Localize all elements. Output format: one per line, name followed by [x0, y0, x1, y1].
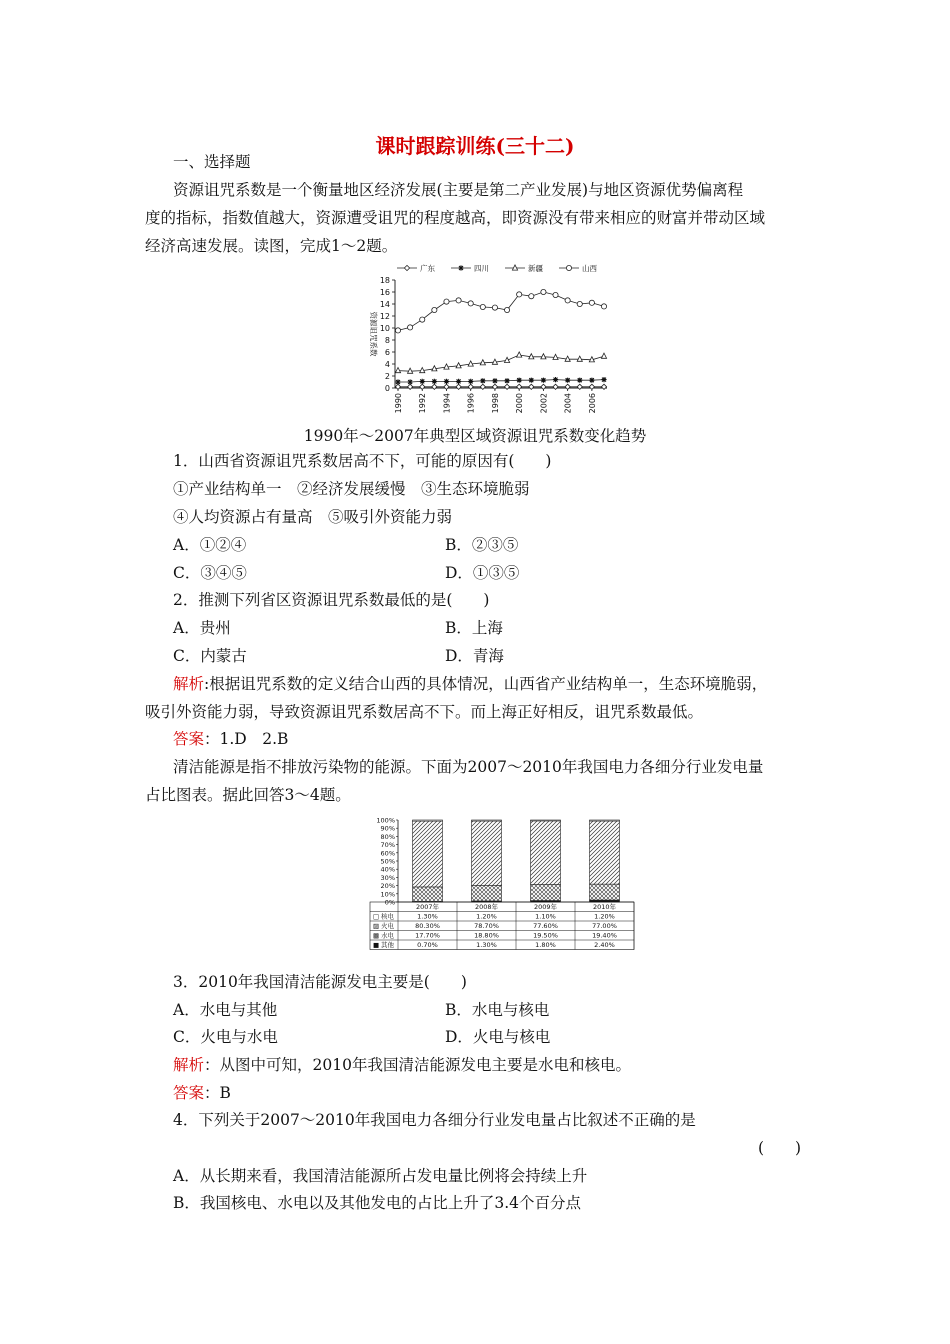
y-tick-label: 20% — [380, 882, 395, 891]
q3-option-d: D．火电与核电 — [445, 1028, 551, 1046]
data-point — [420, 384, 425, 389]
bar-segment-水电 — [531, 885, 561, 901]
y-tick-label: 50% — [380, 857, 395, 866]
data-point — [553, 292, 558, 297]
bar-segment-火电 — [472, 821, 502, 886]
data-point — [456, 379, 461, 384]
data-label: 1.20% — [594, 912, 615, 921]
data-label: 19.50% — [533, 931, 558, 940]
data-point — [601, 353, 606, 358]
y-tick-label: 30% — [380, 873, 395, 882]
analysis-1-text: :根据诅咒系数的定义结合山西的具体情况，山西省产业结构单一，生态环境脆弱， — [204, 675, 768, 693]
analysis-1-line-2: 吸引外资能力弱，导致资源诅咒系数居高不下。而上海正好相反，诅咒系数最低。 — [145, 703, 704, 721]
data-point — [432, 384, 437, 389]
page-title: 课时跟踪训练(三十二) — [375, 134, 575, 158]
category-label: 2007年 — [415, 903, 440, 911]
series-circle — [395, 289, 606, 333]
y-axis-label: 资源诅咒系数 — [369, 311, 378, 357]
data-point — [517, 378, 522, 383]
analysis-3-text: ：从图中可知，2010年我国清洁能源发电主要是水电和核电。 — [204, 1056, 631, 1074]
data-point — [420, 379, 425, 384]
analysis-label: 解析 — [173, 1056, 205, 1074]
data-point — [553, 354, 558, 359]
data-label: 1.10% — [535, 912, 556, 921]
legend-symbol: ▨ — [373, 922, 380, 930]
legend-marker-star — [458, 265, 463, 270]
data-label: 78.70% — [474, 922, 499, 930]
data-point — [468, 379, 473, 384]
data-label: 1.30% — [476, 941, 497, 949]
section-heading: 一、选择题 — [173, 153, 251, 171]
bar-group-2010年 — [590, 820, 620, 902]
series-triangle — [395, 352, 606, 373]
x-tick-label: 1994 — [442, 393, 452, 414]
data-point — [589, 378, 594, 383]
q2-option-a: A．贵州 — [173, 619, 231, 637]
data-point — [432, 379, 437, 384]
series-label: 水电 — [381, 931, 394, 940]
data-point — [408, 379, 413, 384]
intro-line-3: 经济高速发展。读图，完成1～2题。 — [145, 237, 398, 255]
data-point — [444, 379, 449, 384]
data-point — [504, 384, 509, 389]
data-point — [395, 379, 400, 384]
bar-segment-核电 — [590, 820, 620, 821]
analysis-3 — [173, 1055, 631, 1075]
data-label: 77.00% — [592, 922, 617, 930]
x-tick-label: 1990 — [394, 393, 403, 414]
data-label: 77.60% — [533, 922, 558, 930]
legend-label: 新疆 — [528, 264, 543, 273]
data-point — [577, 356, 582, 361]
data-point — [589, 384, 594, 389]
series-label: 火电 — [381, 922, 394, 930]
category-label: 2008年 — [474, 903, 499, 911]
legend-label: 四川 — [474, 264, 489, 273]
data-table — [370, 902, 634, 950]
data-point — [468, 384, 473, 389]
bar-segment-核电 — [472, 820, 502, 821]
data-label: 18.80% — [474, 931, 499, 940]
data-point — [517, 384, 522, 389]
y-tick-label: 12 — [379, 312, 390, 321]
y-tick-label: 10 — [379, 324, 390, 333]
data-point — [529, 378, 534, 383]
legend-marker-diamond — [404, 265, 409, 270]
y-tick-label: 14 — [379, 300, 390, 309]
q4-stem: 4．下列关于2007～2010年我国电力各细分行业发电量占比叙述不正确的是 — [173, 1111, 696, 1129]
series-line — [398, 292, 604, 330]
y-tick-label: 70% — [380, 841, 395, 850]
series-diamond — [395, 384, 606, 389]
y-tick-label: 0 — [384, 384, 390, 393]
answer-label: 答案 — [173, 730, 205, 748]
y-tick-label: 60% — [380, 849, 395, 858]
data-point — [565, 384, 570, 389]
line-chart-resource-curse — [355, 262, 625, 414]
analysis-label: 解析 — [173, 675, 205, 693]
y-tick-label: 2 — [384, 372, 390, 381]
data-label: 0.70% — [417, 941, 438, 949]
data-point — [517, 292, 522, 297]
q2-stem: 2．推测下列省区资源诅咒系数最低的是( ) — [173, 591, 490, 609]
y-tick-label: 6 — [384, 348, 390, 357]
q3-option-b: B．水电与核电 — [445, 1001, 550, 1019]
bar-segment-火电 — [590, 821, 620, 884]
data-label: 19.40% — [592, 931, 617, 940]
data-label: 1.30% — [417, 912, 438, 921]
data-point — [504, 378, 509, 383]
q1-stem: 1．山西省资源诅咒系数居高不下，可能的原因有( ) — [173, 452, 552, 470]
answer-1 — [173, 729, 288, 749]
answer-3 — [173, 1083, 231, 1103]
y-tick-label: 8 — [384, 336, 390, 345]
data-point — [541, 378, 546, 383]
y-tick-label: 4 — [384, 360, 390, 369]
q1-option-c: C．③④⑤ — [173, 564, 247, 582]
intro-line-1: 资源诅咒系数是一个衡量地区经济发展(主要是第二产业发展)与地区资源优势偏离程 — [173, 181, 744, 199]
data-point — [408, 384, 413, 389]
data-point — [468, 301, 473, 306]
q4-option-a: A．从长期来看，我国清洁能源所占发电量比例将会持续上升 — [173, 1167, 588, 1185]
data-point — [565, 298, 570, 303]
data-point — [541, 384, 546, 389]
chart1-caption: 1990年～2007年典型区域资源诅咒系数变化趋势 — [303, 427, 647, 445]
chart1-legend — [397, 263, 597, 273]
data-label: 80.30% — [415, 922, 440, 930]
series-label: 核电 — [381, 912, 394, 921]
data-point — [553, 384, 558, 389]
x-tick-label: 2006 — [587, 393, 597, 414]
y-tick-label: 16 — [379, 288, 390, 297]
x-tick-label: 1998 — [490, 393, 500, 414]
q4-paren: ( ) — [758, 1139, 802, 1157]
data-point — [480, 360, 485, 365]
bar-segment-核电 — [531, 820, 561, 821]
bar-group-2009年 — [531, 820, 561, 902]
legend-label: 广东 — [420, 264, 435, 273]
y-tick-label: 80% — [380, 832, 395, 841]
data-point — [420, 317, 425, 322]
intro2-line-1: 清洁能源是指不排放污染物的能源。下面为2007～2010年我国电力各细分行业发电量 — [173, 758, 764, 776]
legend-symbol: ▩ — [373, 931, 380, 940]
category-label: 2010年 — [592, 903, 617, 911]
intro-line-2: 度的指标，指数值越大，资源遭受诅咒的程度越高，即资源没有带来相应的财富并带动区域 — [145, 209, 766, 227]
data-point — [480, 304, 485, 309]
data-label: 17.70% — [415, 931, 440, 940]
q1-option-a: A．①②④ — [173, 536, 247, 554]
x-tick-label: 2000 — [515, 393, 525, 414]
data-point — [577, 378, 582, 383]
series-label: 其他 — [381, 941, 394, 949]
answer-3-text: ：B — [204, 1084, 231, 1102]
data-label: 2.40% — [594, 941, 615, 949]
data-point — [480, 378, 485, 383]
data-point — [480, 384, 485, 389]
y-tick-label: 0% — [384, 898, 395, 907]
legend-label: 山西 — [582, 264, 597, 273]
legend-symbol: ■ — [373, 941, 380, 949]
data-point — [553, 377, 558, 382]
bar-segment-水电 — [472, 886, 502, 901]
data-point — [432, 307, 437, 312]
data-point — [492, 305, 497, 310]
y-tick-label: 90% — [380, 824, 395, 833]
data-label: 1.80% — [535, 941, 556, 949]
y-tick-label: 10% — [380, 890, 395, 899]
q3-option-a: A．水电与其他 — [173, 1001, 278, 1019]
x-tick-label: 2004 — [563, 393, 573, 414]
stacked-bar-chart-power — [368, 814, 638, 958]
data-point — [601, 377, 606, 382]
data-point — [601, 304, 606, 309]
series-star — [395, 377, 606, 385]
data-point — [395, 368, 400, 373]
data-point — [456, 384, 461, 389]
bar-segment-火电 — [531, 821, 561, 885]
q1-option-d: D．①③⑤ — [445, 564, 520, 582]
data-point — [541, 354, 546, 359]
data-point — [408, 325, 413, 330]
legend-marker-circle — [566, 265, 571, 270]
data-point — [492, 384, 497, 389]
analysis-1-line-1 — [173, 674, 767, 694]
series-line — [398, 355, 604, 371]
data-point — [577, 384, 582, 389]
data-point — [456, 298, 461, 303]
q2-option-b: B．上海 — [445, 619, 503, 637]
q1-statements-2: ④人均资源占有量高 ⑤吸引外资能力弱 — [173, 508, 453, 526]
data-point — [601, 384, 606, 389]
legend-marker-triangle — [512, 265, 517, 270]
data-point — [395, 328, 400, 333]
data-point — [541, 289, 546, 294]
data-point — [529, 294, 534, 299]
data-point — [529, 384, 534, 389]
q1-option-b: B．②③⑤ — [445, 536, 519, 554]
data-point — [565, 378, 570, 383]
x-tick-label: 1992 — [418, 393, 428, 414]
bar-group-2007年 — [413, 820, 443, 902]
data-point — [504, 307, 509, 312]
data-label: 1.20% — [476, 912, 497, 921]
data-point — [444, 384, 449, 389]
data-point — [492, 378, 497, 383]
q3-stem: 3．2010年我国清洁能源发电主要是( ) — [173, 973, 467, 991]
q4-option-b: B．我国核电、水电以及其他发电的占比上升了3.4个百分点 — [173, 1194, 582, 1212]
data-point — [517, 352, 522, 357]
data-point — [444, 299, 449, 304]
x-tick-label: 2002 — [539, 393, 549, 414]
data-point — [408, 368, 413, 373]
series-line — [398, 380, 604, 382]
q2-option-d: D．青海 — [445, 647, 504, 665]
q2-option-c: C．内蒙古 — [173, 647, 247, 665]
legend-symbol: □ — [373, 912, 380, 921]
bar-segment-核电 — [413, 820, 443, 821]
answer-1-text: ：1.D 2.B — [204, 730, 289, 748]
y-tick-label: 18 — [379, 276, 390, 285]
bar-segment-火电 — [413, 821, 443, 887]
bar-segment-水电 — [590, 884, 620, 900]
intro2-line-2: 占比图表。据此回答3～4题。 — [145, 786, 351, 804]
answer-label: 答案 — [173, 1084, 205, 1102]
bar-segment-水电 — [413, 887, 443, 902]
data-point — [589, 300, 594, 305]
x-tick-label: 1996 — [466, 393, 476, 414]
q3-option-c: C．火电与水电 — [173, 1028, 278, 1046]
data-point — [577, 301, 582, 306]
category-label: 2009年 — [533, 903, 558, 911]
data-point — [395, 384, 400, 389]
q1-statements-1: ①产业结构单一 ②经济发展缓慢 ③生态环境脆弱 — [173, 480, 530, 498]
y-tick-label: 40% — [380, 865, 395, 874]
bar-group-2008年 — [472, 820, 502, 902]
y-tick-label: 100% — [376, 816, 395, 825]
